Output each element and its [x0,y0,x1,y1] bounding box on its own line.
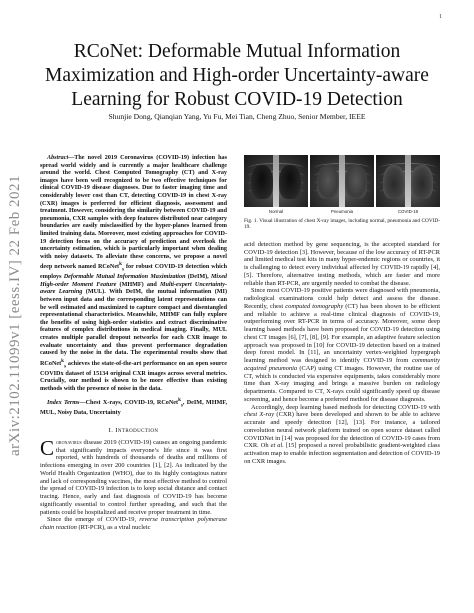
index-terms [40,397,227,417]
abstract-text: (MUL). With DeIM, the mutual information (MI) between input data and the corresponding latent representations can be well estimated and maximized to capture compact and disentangled representational characteristics. Meanwhile, MHMF can fully explore the benefits of using high-order statistics and extract discriminative features of complex distributions in medical imaging. Finally, MUL creates multiple parallel dropout networks for each CXR image to evaluate uncertainty and thus prevent performance degradation caused by the noise in the data. The experimental results show that RCoNet [40,289,227,367]
superscript: k [61,357,64,364]
paper-title: RCoNet: Deformable Mutual Information Maximization and High-order Uncertainty-aware Learning for Robust COVID-19 Detection [45,41,429,110]
abstract-term: Multi-expert Uncertainty-aware Learning [40,281,227,296]
abstract-term: Mixed High-order Moment Feature [40,274,227,288]
drop-cap: C [40,435,55,460]
figure-caption: Fig. 1. Visual illustration of chest X-ray images, including normal, pneumonia and COVID-19. [244,218,440,231]
xray-label-covid: COVID-19 [397,209,419,214]
xray-label-normal: Normal [268,209,284,214]
body-term: computed tomography [285,302,344,310]
author-list: Shunjie Dong, Qianqian Yang, Yu Fu, Mei Tian, Cheng Zhuo, Senior Member, IEEE [108,112,366,121]
body-term: et al. [270,442,284,450]
body-text: Since most COVID-19 positive patients were diagnosed with pneumonia, radiological examinations could help detect and assess the disease. Recently, chest [244,287,440,310]
superscript: k [119,261,122,268]
body-text: (CXR) have been developed and shown to be able to achieve accurate and speedy detection [12], [13]. For instance, a tailored convolution neural network platform trained on open source dataset called COVIDNet in [14] was proposed for the detection of COVID-19 cases from CXR. Oh [244,411,441,450]
figure-1 [244,155,440,231]
body-term: chest X-ray [244,411,275,419]
arxiv-stamp-text: arXiv:2102.11099v1 [eess.IV] 22 Feb 2021 [7,174,24,456]
page-number: 1 [439,14,442,20]
intro-term: reverse transcription polymerase chain reaction [40,516,228,532]
subscript: s [121,266,124,273]
body-text: (CT) has been shown to be efficient and reliable to achieve a real-time clinical diagnosis of COVID-19, outperforming over RT-PCR in terms of accuracy. Moreover, some deep learning based methods have been proposed for COVID-19 detection using chest CT images [6], [7], [8], [9]. For example, an adaptive feature selection approach was proposed in [10] for COVID-19 detection based on a trained deep forest model. In [11], an uncertainty vertex-weighted hypergraph learning method was designed to identify COVID-19 from [244,302,440,365]
xray-image-normal [244,155,308,207]
xray-image-row [244,155,440,207]
xray-image-pneumonia [310,155,374,207]
subscript: s [64,362,66,369]
xray-label-pneumonia: Pneumonia [330,209,354,214]
body-text: Accordingly, deep learning based methods for detecting COVID-19 with [251,403,440,411]
xray-image-covid [376,155,440,207]
right-column-text [244,241,440,466]
intro-paragraph-2 [40,516,227,532]
body-paragraph-2 [244,287,440,403]
body-text: (CAP) using CT images. However, the routine use of CT, which is conducted via expensive equipments, takes considerably more time than X-ray imaging and brings a massive burden on radiology departments. Compared to CT, X-rays could significantly speed up disease screening, and hence become a preferred method for disease diagnosis. [244,364,440,403]
intro-text: disease 2019 (COVID-19) causes an ongoing pandemic that significantly impacts everyone’s life since it was first reported, with hundreds of thousands of deaths and millions of infections emerging in over 200 countries [1], [2]. As indicated by the World Health Organization (WHO), due to its highly contagious nature and lack of corresponding vaccines, the most effective method to control the spread of COVID-19 infection is to keep social distance and contact tracing. Hence, early and fast diagnosis of COVID-19 has become significantly essential to control further spreading, and such that the patients could be hospitalized and receive proper treatment in time. [40,438,227,516]
abstract-text: for robust COVID-19 detection which employs [40,264,227,281]
body-paragraph-3 [244,404,440,466]
body-paragraph-1: acid detection method by gene sequencing, is the accepted standard for COVID-19 detection [3]. However, because of the low accuracy of RT-PCR and limited medical test kits in many hyper-endemic regions or countries, it is challenging to detect every individual affected by COVID-19 rapidly [4], [5]. Therefore, alternative testing methods, which are faster and more reliable than RT-PCR, are urgently needed to combat the disease. [244,240,440,287]
right-column [244,155,440,466]
small-caps-word: oronavirus [56,438,82,446]
index-terms-lead: Index Terms [47,400,80,407]
abstract-term: Deformable Mutual Information Maximization [63,274,186,281]
abstract [40,155,227,393]
index-terms-text: —Chest X-rays, COVID-19, RCoNet [79,400,179,407]
subscript: s [180,402,183,409]
body-term: community acquired pneumonia [244,357,440,372]
abstract-text: (MHMF) and [116,281,161,288]
intro-paragraph-1 [40,435,227,517]
abstract-text: (DeIM), [185,274,211,281]
left-column [40,155,227,532]
superscript: k [178,397,181,404]
intro-text: (RT-PCR), as a viral nucleic [76,524,151,532]
abstract-text: achieves the state-of-the-art performance on an open source COVIDx dataset of 15134 original CXR images across several metrics. Crucially, our method is shown to be more effective than existing methods with the presence of noise in the data. [40,360,227,392]
arxiv-stamp [3,150,29,480]
intro-text: Since the emerge of COVID-19, [47,516,140,524]
abstract-text: —The novel 2019 Coronavirus (COVID-19) infection has spread world widely and is currently a major healthcare challenge around the world. Chest Computed Tomography (CT) and X-ray images have been well recognized to be two effective techniques for clinical COVID-19 disease diagnoses. Due to faster imaging time and considerably lower cost than CT, detecting COVID-19 in chest X-ray (CXR) images is preferred for efficient diagnosis, assessment and treatment. However, considering the similarity between COVID-19 and pneumonia, CXR samples with deep features distributed near category boundaries are easily misclassified by the hyper-planes learned from limited training data. Moreover, most existing approaches for COVID-19 detection focus on the accuracy of prediction and overlook the uncertainty estimation, which is particularly important when dealing with noisy datasets. To alleviate these concerns, we propose a novel deep network named RCoNet [40,155,227,271]
xray-labels [244,209,440,214]
section-heading: I. Introduction [108,426,159,434]
body-text: [15] proposed a novel probabilistic gradient-weighted class activation map to enable infection segmentation and detection of COVID-19 on CXR images. [244,442,441,465]
abstract-lead: Abstract [47,155,69,161]
index-terms-text: , DeIM, MHMF, MUL, Noisy Data, Uncertainty [40,400,227,417]
